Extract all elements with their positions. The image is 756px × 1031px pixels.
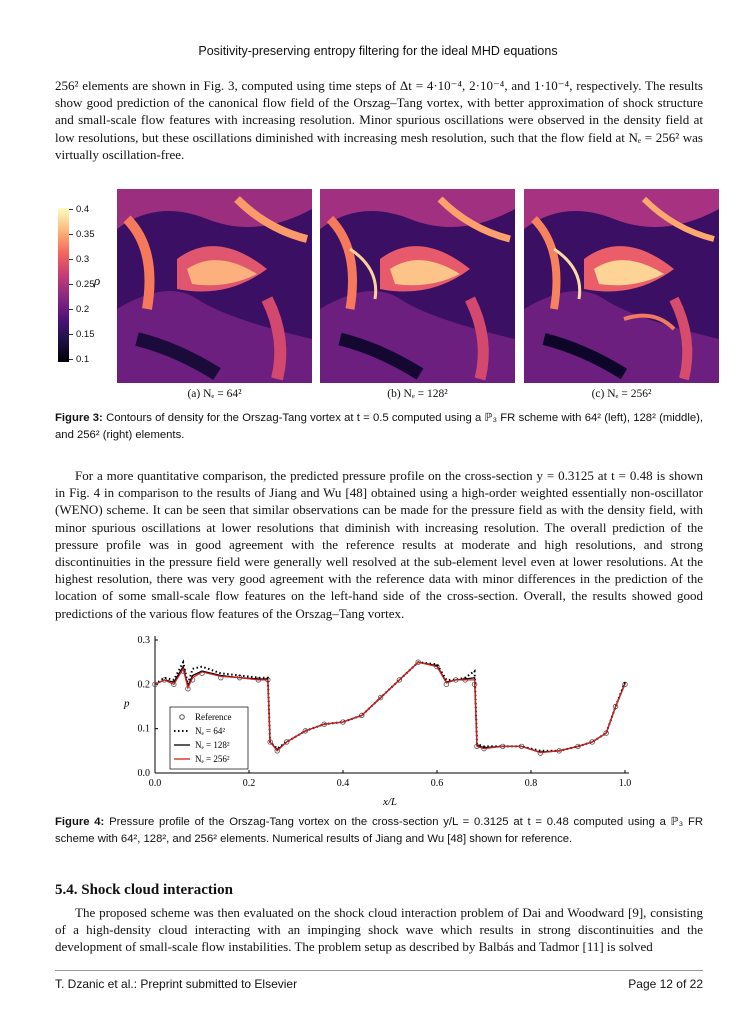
paragraph-shock-cloud: The proposed scheme was then evaluated on the shock cloud interaction problem of Dai and Woodward [9], consisting of a high-density cloud interacting with an impinging shock wave which results in strong discontinuities and the development of small-scale flow instabilities. The problem setup as described by Balbás and Tadmor [11] is solved — [55, 905, 703, 955]
figure3-caption-text: Contours of density for the Orszag-Tang vortex at t = 0.5 computed using a ℙ₃ FR scheme with 64² (left), 128² (middle), and 256² (right) elements. — [55, 412, 704, 441]
footer-author: T. Dzanic et al.: Preprint submitted to Elsevier — [55, 977, 298, 991]
density-contour-64 — [117, 189, 312, 383]
paragraph-comparison: For a more quantitative comparison, the predicted pressure profile on the cross-section y = 0.3125 at t = 0.48 is shown in Fig. 4 in comparison to the results of Jiang and Wu [48] obtained using a high-order weighted essentially non-oscillator (WENO) scheme. It can be seen that similar observations can be made for the pressure field as with the density field, with minor spurious oscillations at lower resolutions that diminish with increasing resolution. The overall prediction of the pressure profile was in good agreement with the reference results at moderate and high resolutions, and strong discontinuities in the pressure field were generally well resolved at the sub-element level even at lower resolutions. At the highest resolution, there was very good agreement with the reference data with minor differences in the prediction of the location of some small-scale flow features on the left-hand side of the cross-section. Overall, the results showed good predictions of the various flow features of the Orszag–Tang vortex. — [55, 468, 703, 621]
y-tick-label: 0.2 — [137, 679, 150, 691]
density-contour-256 — [524, 189, 719, 383]
figure4-label: Figure 4: — [55, 816, 105, 828]
pressure-profile-chart — [120, 630, 640, 810]
subcaption-a: (a) Nₑ = 64² — [187, 388, 242, 400]
colorbar-tick: 0.15 — [69, 329, 95, 340]
colorbar-tick: 0.25 — [69, 279, 95, 290]
x-tick-label: 0.6 — [430, 778, 444, 789]
colorbar-label: ρ — [94, 273, 101, 288]
legend-label: Reference — [195, 712, 232, 722]
legend-label: Nₑ = 128² — [195, 740, 230, 750]
x-tick-label: 0.8 — [524, 778, 538, 789]
subcaption-c: (c) Nₑ = 256² — [591, 388, 652, 400]
running-title: Positivity-preserving entropy filtering for the ideal MHD equations — [198, 44, 558, 58]
legend-label: Nₑ = 256² — [195, 754, 230, 764]
x-tick-label: 0.0 — [148, 778, 162, 789]
y-tick-label: 0.1 — [137, 723, 150, 735]
y-axis-label: p — [124, 697, 130, 710]
colorbar — [58, 208, 69, 362]
footer-rule — [55, 970, 703, 971]
paragraph-results: 256² elements are shown in Fig. 3, computed using time steps of Δt = 4·10⁻⁴, 2·10⁻⁴, and 1·10⁻⁴, respectively. The results show good prediction of the canonical flow field of the Orszag–Tang vortex, with better approximation of shock structure and small-scale flow features with increasing resolution. Minor spurious oscillations were observed in the density field at low resolutions, but these oscillations diminished with increasing mesh resolution, such that the flow field at Nₑ = 256² was virtually oscillation-free. — [55, 78, 703, 162]
legend-label: Nₑ = 64² — [195, 726, 226, 736]
colorbar-tick: 0.2 — [69, 304, 89, 315]
y-tick-label: 0.0 — [137, 768, 150, 779]
density-contour-128 — [320, 189, 515, 383]
subcaption-b: (b) Nₑ = 128² — [387, 388, 448, 400]
x-axis-label: x/L — [382, 796, 398, 808]
colorbar-tick: 0.35 — [69, 229, 95, 240]
figure4-caption — [55, 814, 703, 847]
x-tick-label: 1.0 — [618, 778, 632, 789]
figure3-label: Figure 3: — [55, 412, 103, 424]
colorbar-tick: 0.1 — [69, 354, 89, 365]
colorbar-tick: 0.3 — [69, 254, 89, 265]
figure4-caption-text: Pressure profile of the Orszag-Tang vortex on the cross-section y/L = 0.3125 at t = 0.48 computed using a ℙ₃ FR scheme with 64², 128², and 256² elements. Numerical results of Jiang and Wu [48] shown for reference. — [55, 816, 704, 845]
section-title: 5.4. Shock cloud interaction — [55, 882, 233, 898]
figure3-caption — [55, 410, 703, 443]
y-tick-label: 0.3 — [137, 635, 150, 646]
x-tick-label: 0.4 — [336, 778, 350, 789]
page-number: Page 12 of 22 — [628, 977, 703, 991]
colorbar-tick: 0.4 — [69, 204, 89, 215]
x-tick-label: 0.2 — [242, 778, 256, 789]
